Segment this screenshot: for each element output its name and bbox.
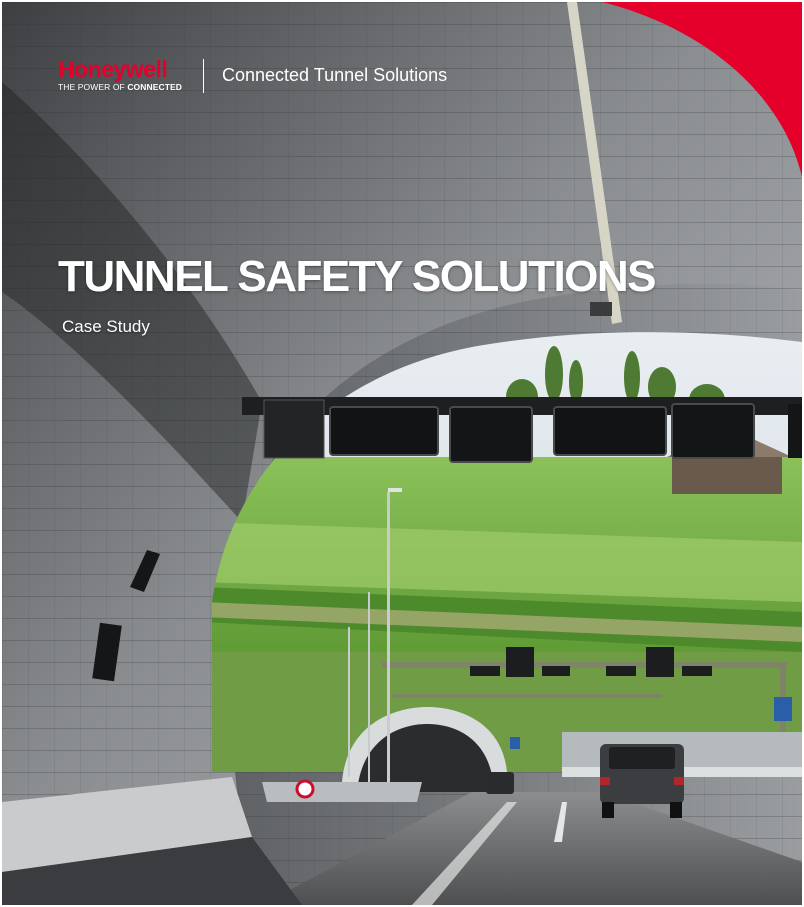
tagline-emphasis: CONNECTED [127, 82, 183, 92]
sub-brand-label: Connected Tunnel Solutions [222, 65, 448, 85]
logo-wordmark: Honeywell [58, 56, 168, 82]
tagline-prefix: THE POWER OF [58, 82, 128, 92]
honeywell-logo [58, 58, 182, 92]
cover-title: TUNNEL SAFETY SOLUTIONS [58, 252, 656, 301]
tunnel-photo [2, 2, 802, 905]
logo-tagline [58, 82, 182, 92]
cover-subtitle: Case Study [62, 317, 150, 336]
logo-divider [203, 59, 204, 93]
cover-page [2, 2, 802, 905]
